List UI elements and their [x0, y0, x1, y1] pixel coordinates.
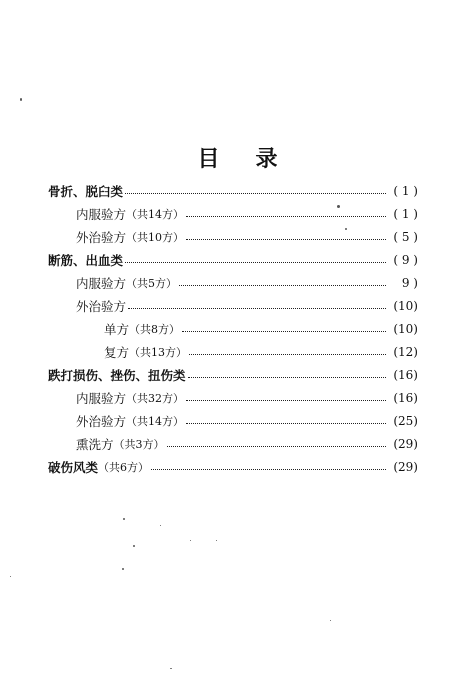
- toc-page-number: (29): [393, 460, 418, 474]
- toc-page-number: (12): [393, 345, 418, 359]
- dot-leader: [186, 400, 386, 401]
- toc-entry-label: 复方: [104, 345, 130, 360]
- title-char-2: 录: [255, 147, 278, 172]
- dot-leader: [182, 331, 386, 332]
- dot-leader: [125, 193, 386, 194]
- toc-entry-external-prescriptions[interactable]: [48, 226, 418, 249]
- toc-page-number: (16): [393, 368, 418, 382]
- toc-entry-note: （共14方）: [126, 415, 185, 428]
- scan-speck: [123, 518, 125, 520]
- toc-entry-label: 单方: [104, 322, 130, 337]
- table-of-contents: [48, 180, 418, 479]
- toc-page-number: (10): [393, 322, 418, 336]
- toc-entry-note: （共10方）: [126, 231, 185, 244]
- toc-entry-label: 骨折、脱臼类: [48, 184, 124, 199]
- dot-leader: [186, 423, 386, 424]
- toc-entry-note: （共14方）: [126, 208, 185, 221]
- toc-page-number: (25): [393, 414, 418, 428]
- toc-entry-tetanus[interactable]: [48, 456, 418, 479]
- toc-entry-label: 外治验方: [76, 299, 127, 314]
- scan-speck: [133, 545, 135, 547]
- scan-speck: [190, 540, 191, 541]
- toc-entry-label: 内服验方: [76, 207, 127, 222]
- toc-page-number: ( 1 ): [393, 207, 418, 221]
- scan-speck: [345, 228, 347, 230]
- dot-leader: [186, 239, 386, 240]
- toc-entry-internal-prescriptions[interactable]: [48, 272, 418, 295]
- toc-entry-note: （共8方）: [129, 323, 181, 336]
- scan-speck: [330, 620, 331, 621]
- dot-leader: [167, 446, 386, 447]
- scan-speck: [160, 525, 161, 526]
- toc-entry-injury-contusion-sprain[interactable]: [48, 364, 418, 387]
- toc-page-number: (16): [393, 391, 418, 405]
- toc-page-number: ( 9 ): [393, 253, 418, 267]
- scan-speck: [170, 668, 172, 669]
- toc-entry-label: 内服验方: [76, 391, 127, 406]
- toc-entry-label: 内服验方: [76, 276, 127, 291]
- toc-entry-external-prescriptions[interactable]: [48, 410, 418, 433]
- toc-entry-label: 外治验方: [76, 230, 127, 245]
- toc-entry-fracture-dislocation[interactable]: [48, 180, 418, 203]
- toc-page-number: ( 5 ): [393, 230, 418, 244]
- dot-leader: [128, 308, 386, 309]
- toc-entry-note: （共13方）: [129, 346, 188, 359]
- dot-leader: [125, 262, 386, 263]
- toc-entry-label: 断筋、出血类: [48, 253, 124, 268]
- dot-leader: [151, 469, 386, 470]
- toc-page-number: (29): [393, 437, 418, 451]
- toc-entry-internal-prescriptions[interactable]: [48, 203, 418, 226]
- toc-entry-note: （共6方）: [98, 461, 150, 474]
- scan-speck: [20, 98, 22, 101]
- scan-speck: [10, 576, 11, 577]
- dot-leader: [179, 285, 386, 286]
- toc-entry-note: （共5方）: [126, 277, 178, 290]
- dot-leader: [189, 354, 386, 355]
- page-title: [0, 142, 475, 173]
- scan-speck: [337, 205, 340, 208]
- toc-entry-label: 外治验方: [76, 414, 127, 429]
- dot-leader: [186, 216, 386, 217]
- scan-speck: [216, 540, 217, 541]
- title-char-1: 目: [197, 147, 220, 172]
- toc-page-number: (10): [393, 299, 418, 313]
- toc-entry-fumigation-wash[interactable]: [48, 433, 418, 456]
- toc-page-number: 9 ): [401, 276, 418, 290]
- toc-entry-internal-prescriptions[interactable]: [48, 387, 418, 410]
- dot-leader: [188, 377, 386, 378]
- toc-entry-compound-prescriptions[interactable]: [48, 341, 418, 364]
- toc-entry-label: 熏洗方: [76, 437, 114, 452]
- scan-speck: [122, 568, 124, 570]
- toc-entry-external-prescriptions[interactable]: [48, 295, 418, 318]
- toc-page-number: ( 1 ): [393, 184, 418, 198]
- toc-entry-tendon-bleeding[interactable]: [48, 249, 418, 272]
- toc-entry-note: （共32方）: [126, 392, 185, 405]
- toc-entry-single-prescriptions[interactable]: [48, 318, 418, 341]
- toc-entry-note: （共3方）: [113, 438, 165, 451]
- toc-entry-label: 跌打损伤、挫伤、扭伤类: [48, 368, 186, 383]
- toc-entry-label: 破伤风类: [48, 460, 99, 475]
